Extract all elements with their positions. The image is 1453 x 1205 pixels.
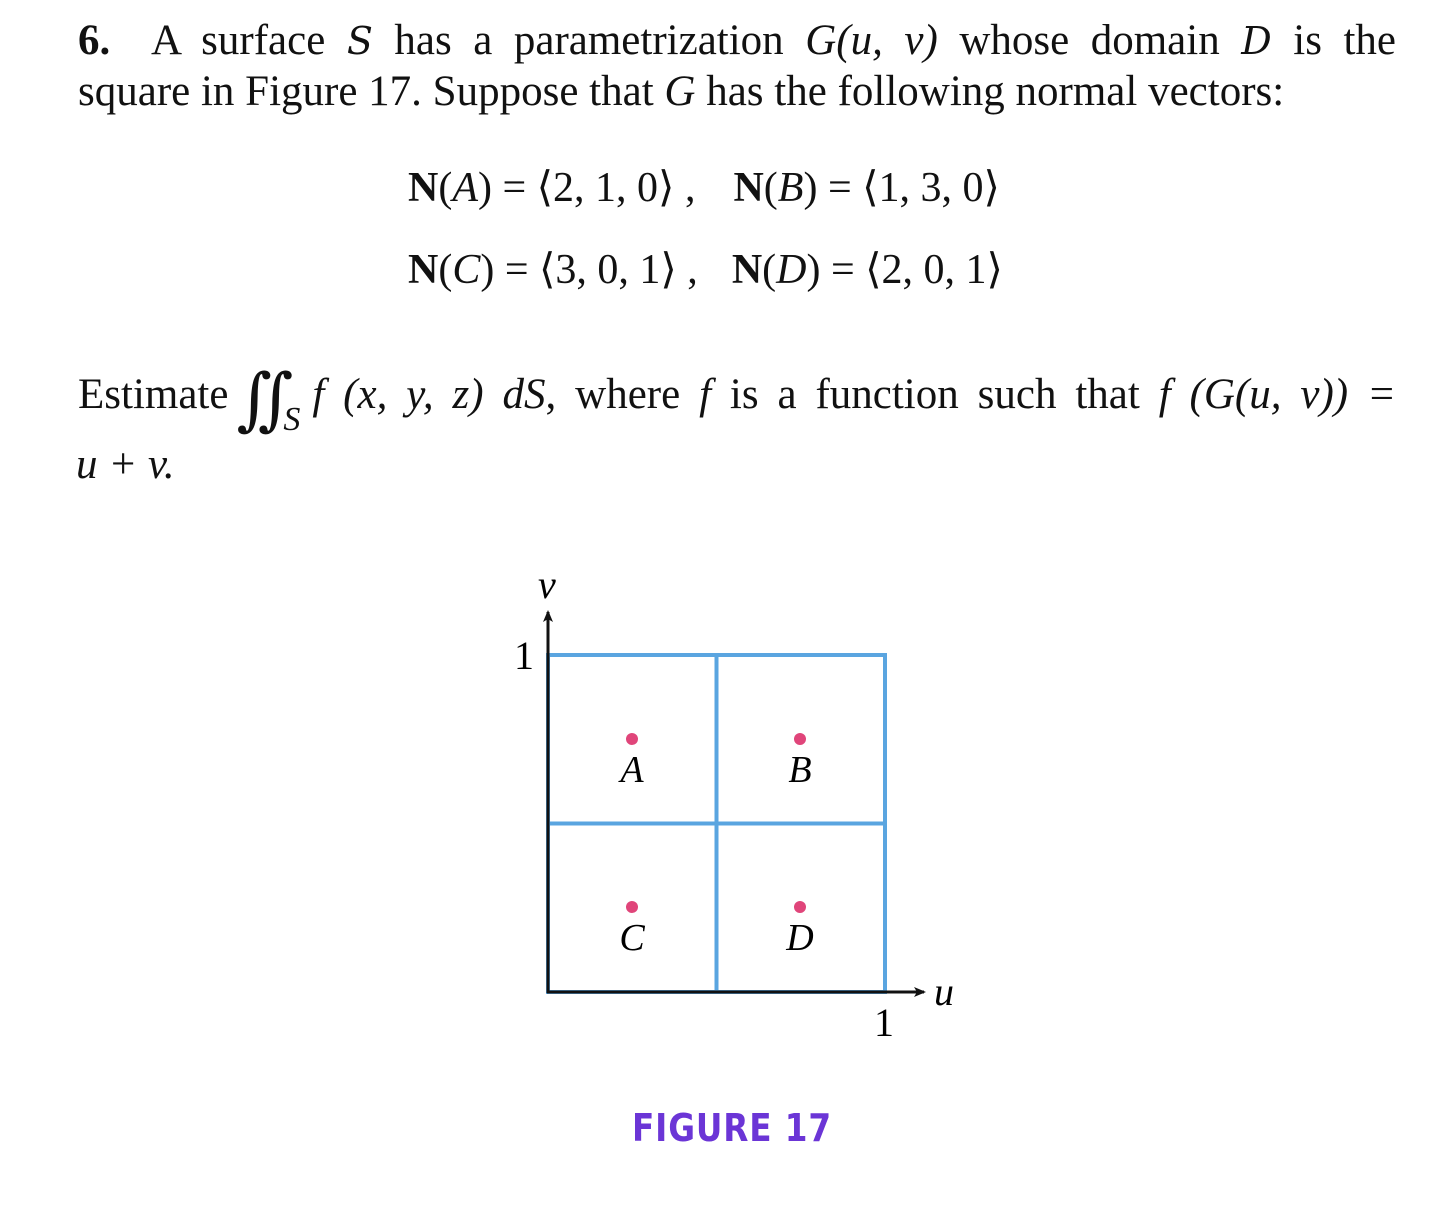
domain-square [548,655,885,992]
surface-symbol: S [346,19,373,63]
problem-line-2: square in Figure 17. Suppose that G has the following normal vectors: [78,68,1285,115]
point-b-label: B [788,749,812,791]
point-a-label: A [620,749,644,791]
point-c-dot [626,901,638,913]
problem-number: 6. [78,17,111,64]
point-c-label: C [619,917,645,959]
v-tick-label: 1 [514,633,534,678]
domain-symbol: D [1241,19,1272,63]
integrand: f (x, y, z) dS [312,371,546,418]
point-a-dot [626,733,638,745]
u-tick-label: 1 [874,1000,894,1045]
double-integral-sign: ∫∫ [236,360,280,439]
integral-subscript: S [283,401,301,438]
estimate-line: Estimate ∫∫ $_S$f (x, y, z) dS, where f is a function such that f (G(u, v)) = [78,360,1397,439]
u-axis-label: u [934,969,954,1014]
point-d-label: D [786,917,814,959]
normal-vector-equations-row-1: N(A) = ⟨2, 1, 0⟩ , N(B) = ⟨1, 3, 0⟩ [408,165,1000,211]
figure-caption: FIGURE 17 [632,1106,832,1150]
v-axis-label: v [538,562,556,607]
point-b-dot [794,733,806,745]
normal-vector-equations-row-2: N(C) = ⟨3, 0, 1⟩ , N(D) = ⟨2, 0, 1⟩ [408,247,1003,293]
problem-line-4: u + v. [76,441,175,488]
problem-line-1: 6. A surface S has a parametrization G(u, v) whose domain D is the [78,17,1396,64]
point-d-dot [794,901,806,913]
